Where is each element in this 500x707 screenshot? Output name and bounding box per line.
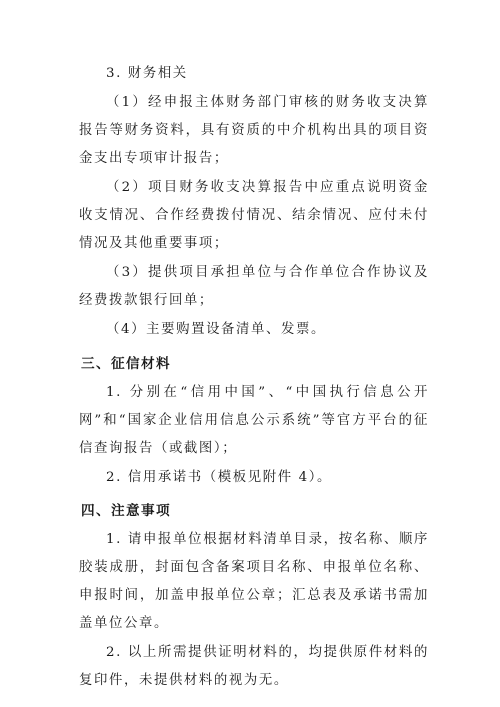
notes-heading: 四、注意事项	[81, 503, 171, 519]
credit-item-1: 1. 分别在“信用中国”、“中国执行信息公开网”和“国家企业信用信息公示系统”等官方平台的征信查询报告（或截图）；	[79, 385, 429, 456]
document-body	[79, 60, 429, 695]
finance-item-2: （2）项目财务收支决算报告中应重点说明资金收支情况、合作经费拨付情况、结余情况、应付未付情况及其他重要事项；	[79, 180, 429, 251]
finance-item-4: （4）主要购置设备清单、发票。	[106, 322, 326, 337]
finance-section-title: 3. 财务相关	[106, 66, 188, 81]
finance-item-3: （3）提供项目承担单位与合作单位合作协议及经费拨款银行回单；	[79, 265, 429, 308]
notes-item-2: 2. 以上所需提供证明材料的，均提供原件材料的复印件，未提供材料的视为无。	[79, 645, 429, 688]
credit-materials-heading: 三、征信材料	[81, 356, 171, 372]
credit-item-2: 2. 信用承诺书（模板见附件 4）。	[106, 470, 332, 485]
notes-item-1: 1. 请申报单位根据材料清单目录，按名称、顺序胶装成册，封面包含备案项目名称、申报单位名称、申报时间，加盖申报单位公章；汇总表及承诺书需加盖单位公章。	[79, 532, 429, 631]
finance-item-1: （1）经申报主体财务部门审核的财务收支决算报告等财务资料，具有资质的中介机构出具的项目资金支出专项审计报告；	[79, 95, 429, 166]
